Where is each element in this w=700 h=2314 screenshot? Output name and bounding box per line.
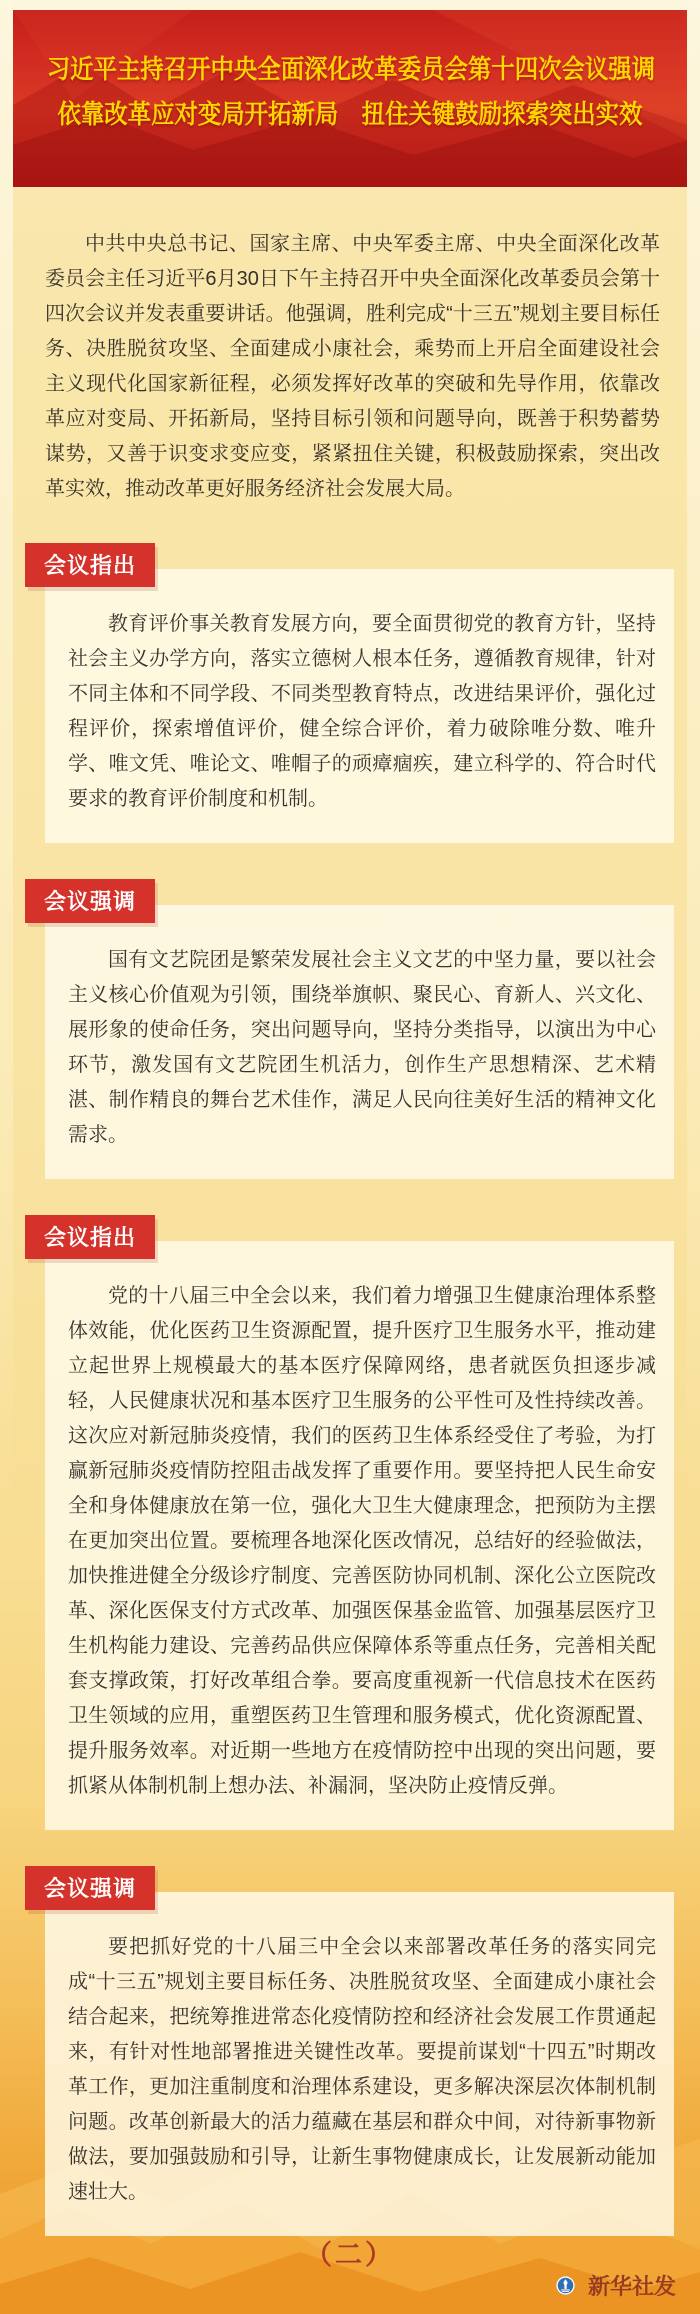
section-4-box — [45, 1892, 674, 2236]
section-4-text: 要把抓好党的十八届三中全会以来部署改革任务的落实同完成“十三五”规划主要目标任务、决胜脱贫攻坚、全面建成小康社会结合起来，把统筹推进常态化疫情防控和经济社会发展工作贯通起来，有针对性地部署推进关键性改革。要提前谋划“十四五”时期改革工作，更加注重制度和治理体系建设，更多解决深层次体制机制问题。改革创新最大的活力蕴藏在基层和群众中间，对待新事物新做法，要加强鼓励和引导，让新生事物健康成长，让发展新动能加速壮大。 — [68, 1936, 656, 2203]
credit — [552, 2270, 676, 2301]
section-3-box — [45, 1241, 674, 1830]
section-2-badge: 会议强调 — [25, 879, 155, 923]
section-1 — [0, 543, 700, 843]
credit-text: 新华社发 — [587, 2274, 676, 2299]
section-3-badge: 会议指出 — [25, 1215, 155, 1259]
banner-title-line1: 习近平主持召开中央全面深化改革委员会第十四次会议强调 — [46, 54, 656, 84]
section-2-box — [45, 905, 674, 1179]
xinhua-logo-icon — [552, 2272, 579, 2299]
banner-title-line2: 依靠改革应对变局开拓新局 扭住关键鼓励探索突出实效 — [57, 99, 643, 129]
section-3 — [0, 1215, 700, 1830]
section-2-text: 国有文艺院团是繁荣发展社会主义文艺的中坚力量，要以社会主义核心价值观为引领，围绕举旗帜、聚民心、育新人、兴文化、展形象的使命任务，突出问题导向，坚持分类指导，以演出为中心环节，激发国有文艺院团生机活力，创作生产思想精深、艺术精湛、制作精良的舞台艺术佳作，满足人民向往美好生活的精神文化需求。 — [68, 949, 656, 1146]
section-1-badge: 会议指出 — [25, 543, 155, 587]
page-frame-top — [0, 0, 700, 10]
intro-paragraph: 中共中央总书记、国家主席、中央军委主席、中央全面深化改革委员会主任习近平6月30日下午主持召开中央全面深化改革委员会第十四次会议并发表重要讲话。他强调，胜利完成“十三五”规划主要目标任务、决胜脱贫攻坚、全面建成小康社会，乘势而上开启全面建设社会主义现代化国家新征程，必须发挥好改革的突破和先导作用，依靠改革应对变局、开拓新局，坚持目标引领和问题导向，既善于积势蓄势谋势，又善于识变求变应变，紧紧扭住关键，积极鼓励探索，突出改革实效，推动改革更好服务经济社会发展大局。 — [45, 233, 660, 500]
section-2 — [0, 879, 700, 1179]
section-4-badge: 会议强调 — [25, 1866, 155, 1910]
section-1-box — [45, 569, 674, 843]
page-number: （二） — [305, 2240, 395, 2270]
header-banner — [13, 10, 687, 187]
section-1-text: 教育评价事关教育发展方向，要全面贯彻党的教育方针，坚持社会主义办学方向，落实立德树人根本任务，遵循教育规律，针对不同主体和不同学段、不同类型教育特点，改进结果评价，强化过程评价，探索增值评价，健全综合评价，着力破除唯分数、唯升学、唯文凭、唯论文、唯帽子的顽瘴痼疾，建立科学的、符合时代要求的教育评价制度和机制。 — [68, 613, 656, 810]
section-3-text: 党的十八届三中全会以来，我们着力增强卫生健康治理体系整体效能，优化医药卫生资源配置，提升医疗卫生服务水平，推动建立起世界上规模最大的基本医疗保障网络，患者就医负担逐步减轻，人民健康状况和基本医疗卫生服务的公平性可及性持续改善。这次应对新冠肺炎疫情，我们的医药卫生体系经受住了考验，为打赢新冠肺炎疫情防控阻击战发挥了重要作用。要坚持把人民生命安全和身体健康放在第一位，强化大卫生大健康理念，把预防为主摆在更加突出位置。要梳理各地深化医改情况，总结好的经验做法，加快推进健全分级诊疗制度、完善医防协同机制、深化公立医院改革、深化医保支付方式改革、加强医保基金监管、加强基层医疗卫生机构能力建设、完善药品供应保障体系等重点任务，完善相关配套支撑政策，打好改革组合拳。要高度重视新一代信息技术在医药卫生领域的应用，重塑医药卫生管理和服务模式，优化资源配置、提升服务效率。对近期一些地方在疫情防控中出现的突出问题，要抓紧从体制机制上想办法、补漏洞，坚决防止疫情反弹。 — [68, 1285, 656, 1797]
section-4 — [0, 1866, 700, 2236]
